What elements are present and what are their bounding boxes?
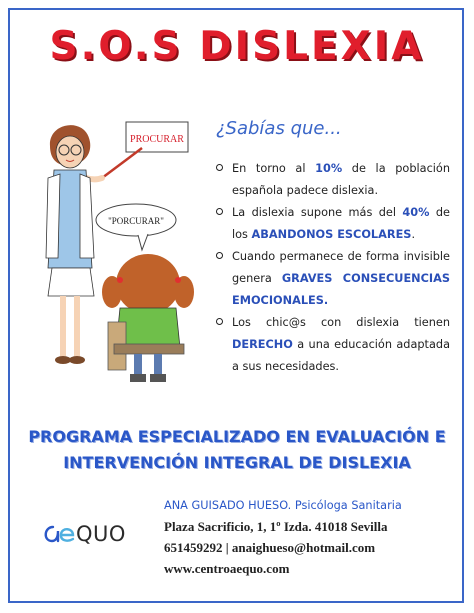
circle-bullet-icon <box>216 318 223 325</box>
teacher-student-illustration <box>30 108 205 390</box>
aequo-logo <box>40 520 126 548</box>
fact-item: Cuando permanece de forma invisible genera GRAVES CONSECUENCIAS EMOCIONALES. <box>216 246 450 312</box>
board-word: PROCURAR <box>130 134 184 145</box>
board-sign <box>126 122 188 152</box>
student-hair <box>116 254 180 314</box>
section-heading: ¿Sabías que... <box>216 118 342 139</box>
program-line-2: INTERVENCIÓN INTEGRAL DE DISLEXIA <box>63 453 411 472</box>
contact-address: Plaza Sacrificio, 1, 1º Izda. 41018 Sevilla <box>164 519 388 534</box>
pointer-stick <box>102 148 142 178</box>
program-heading <box>12 424 462 476</box>
contact-website-link[interactable]: www.centroaequo.com <box>164 561 290 576</box>
program-line-1: PROGRAMA ESPECIALIZADO EN EVALUACIÓN E <box>28 427 446 446</box>
fact-item: La dislexia supone más del 40% de los ABANDONOS ESCOLARES. <box>216 202 450 246</box>
aequo-logo-mark-icon <box>40 521 76 547</box>
poster-title: S.O.S DISLEXIA <box>49 24 425 69</box>
speech-word: "PORCURAR" <box>108 216 164 226</box>
aequo-logo-text: QUO <box>76 522 126 546</box>
speech-bubble <box>96 204 176 250</box>
contact-name: ANA GUISADO HUESO. Psicóloga Sanitaria <box>164 499 402 512</box>
circle-bullet-icon <box>216 208 223 215</box>
fact-item: En torno al 10% de la población española padece dislexia. <box>216 158 450 202</box>
facts-list <box>216 158 450 378</box>
circle-bullet-icon <box>216 252 223 259</box>
fact-item: Los chic@s con dislexia tienen DERECHO a una educación adaptada a sus necesidades. <box>216 312 450 378</box>
contact-block <box>164 495 454 579</box>
teacher-face <box>56 136 84 168</box>
circle-bullet-icon <box>216 164 223 171</box>
contact-phone-email[interactable]: 651459292 | anaighueso@hotmail.com <box>164 540 376 555</box>
